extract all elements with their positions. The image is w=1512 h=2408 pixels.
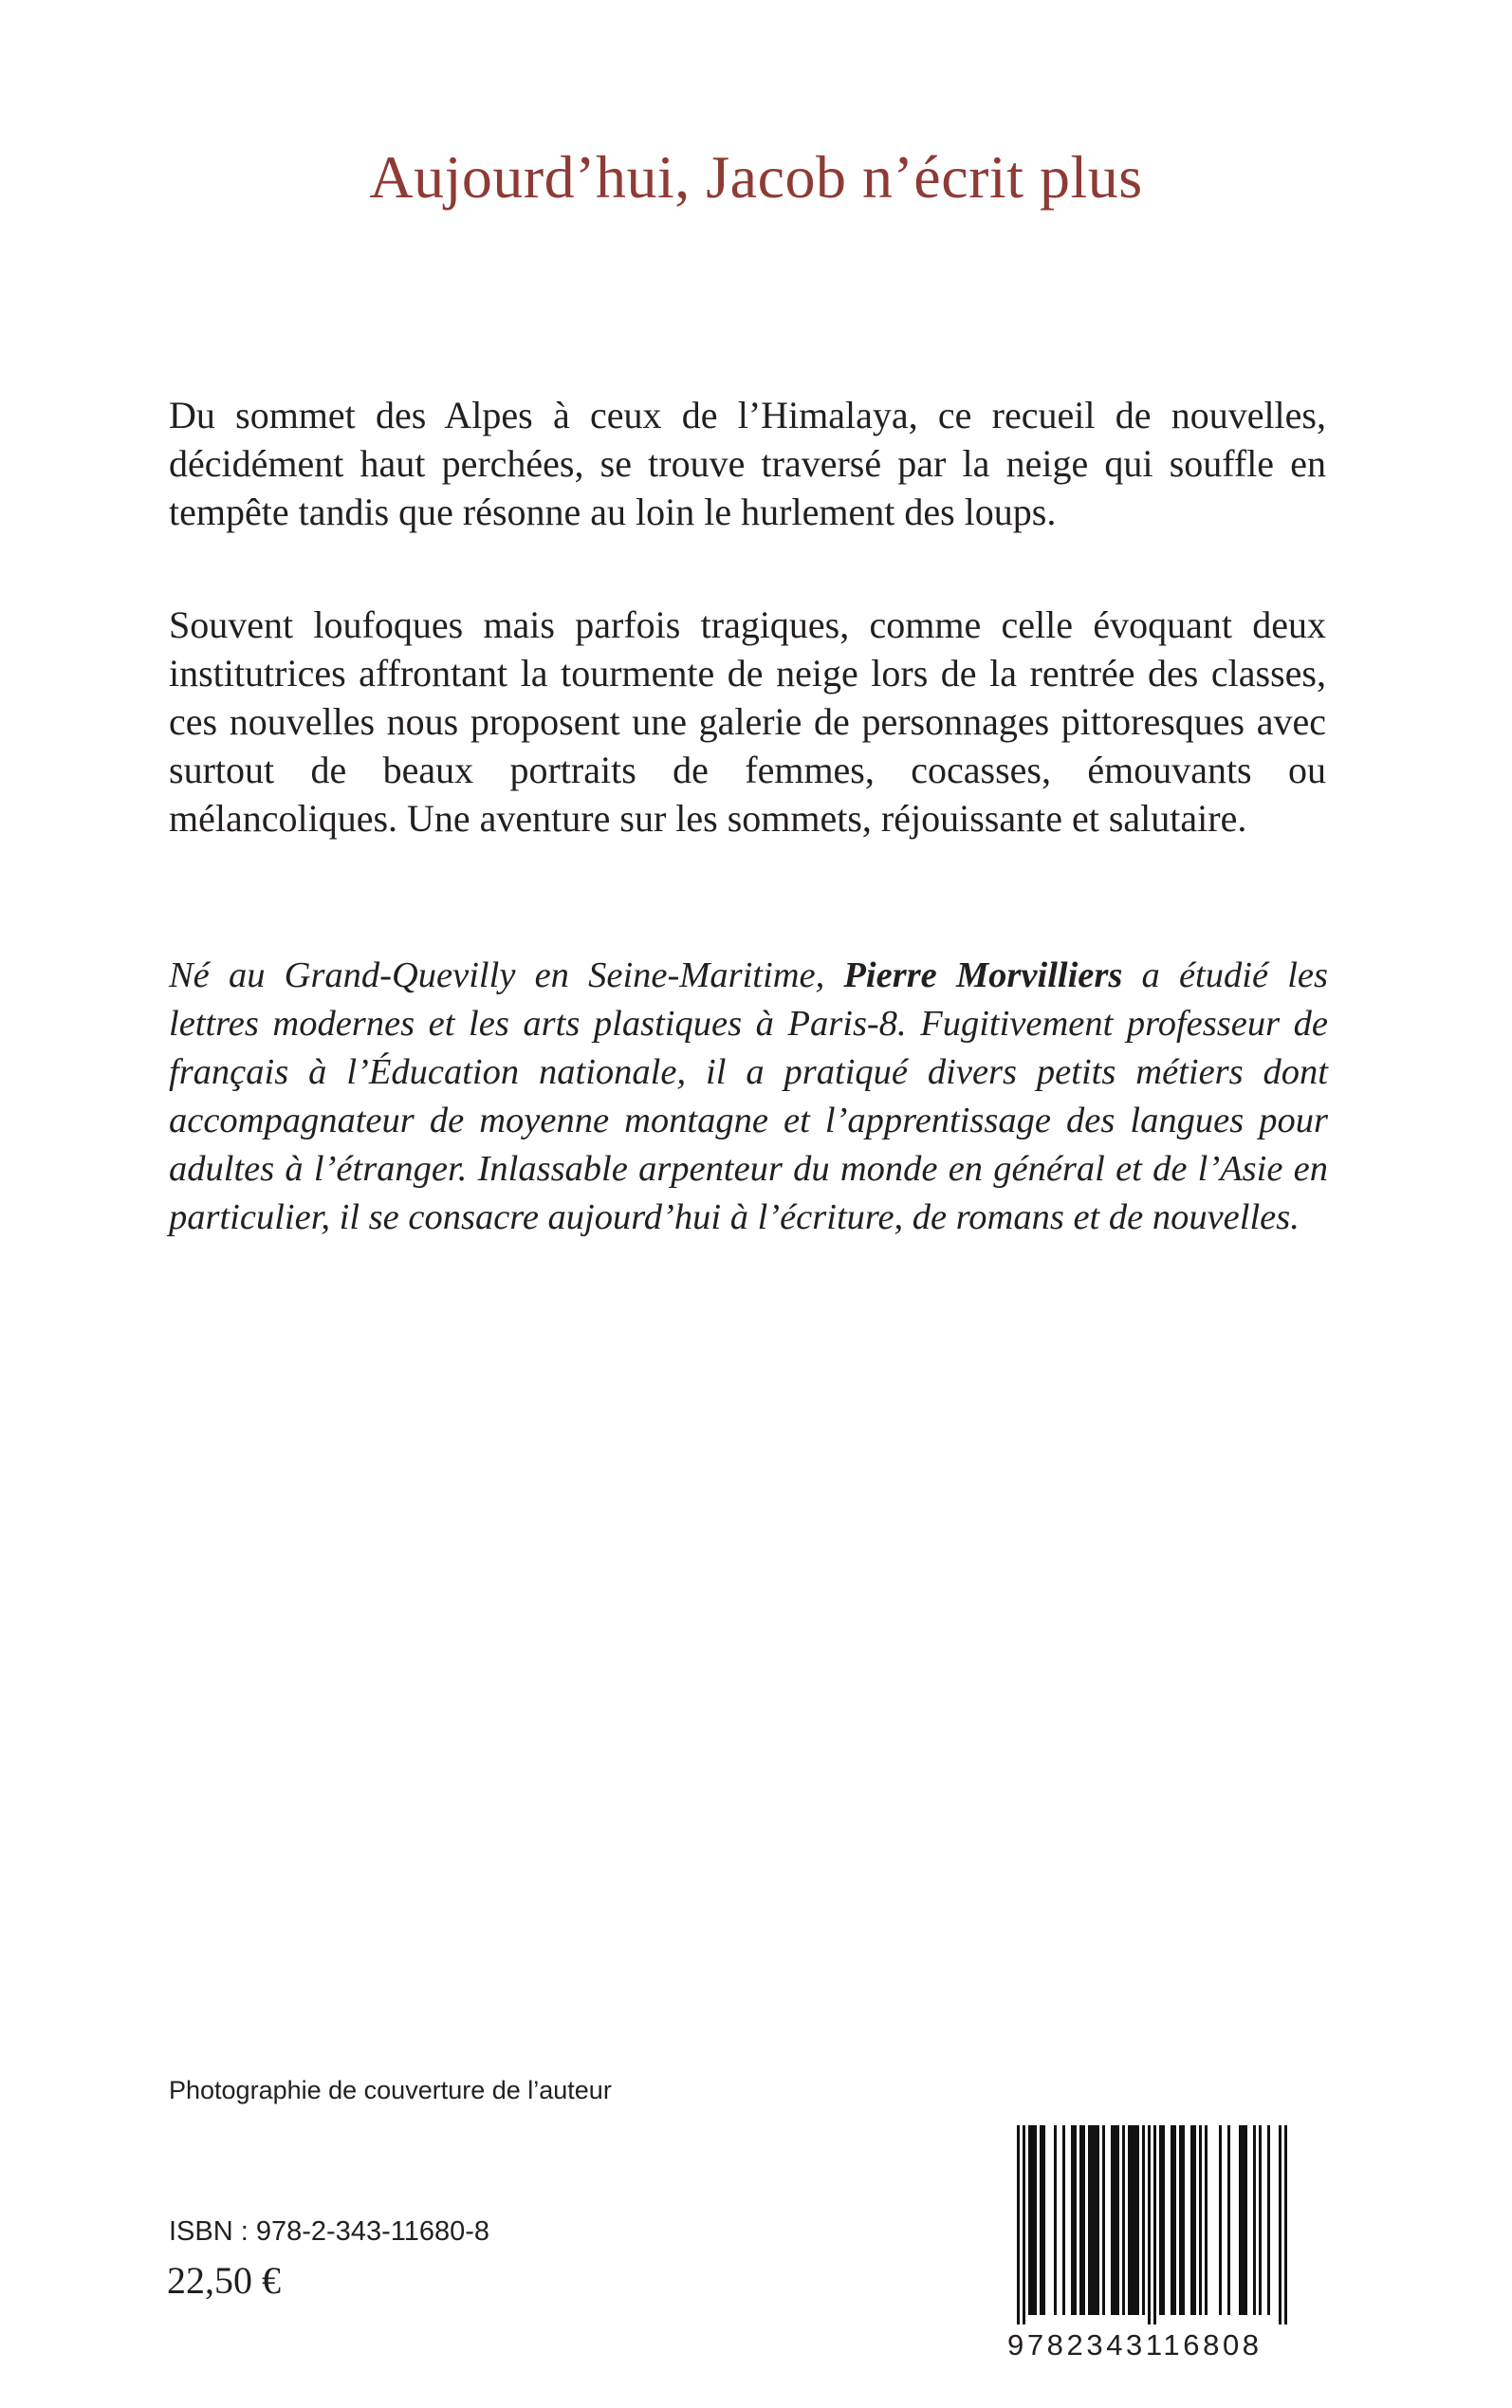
barcode-bar: [1279, 2125, 1282, 2325]
barcode-bar: [1116, 2125, 1119, 2315]
barcode-bar: [1034, 2125, 1037, 2315]
barcode-number: 9782343116808: [1007, 2328, 1263, 2362]
barcode-bar: [1042, 2125, 1045, 2315]
barcode-bar: [1148, 2125, 1151, 2325]
barcode-bar: [1190, 2125, 1193, 2315]
barcode-bar: [1088, 2125, 1091, 2315]
barcode: [998, 2125, 1325, 2358]
barcode-bar: [1094, 2125, 1097, 2315]
barcode-bar: [1159, 2125, 1162, 2315]
barcode-bar: [1128, 2125, 1131, 2315]
barcode-bar: [1111, 2125, 1114, 2315]
barcode-bar: [1259, 2125, 1262, 2315]
barcode-bar: [1102, 2125, 1105, 2315]
barcode-bar: [1239, 2125, 1242, 2315]
barcode-bar: [1173, 2125, 1176, 2315]
author-name: Pierre Morvilliers: [843, 955, 1123, 995]
barcode-bar: [1091, 2125, 1094, 2315]
barcode-bar: [1267, 2125, 1270, 2315]
barcode-bar: [1079, 2125, 1082, 2315]
barcode-bar: [1242, 2125, 1245, 2315]
barcode-bar: [1205, 2125, 1208, 2315]
barcode-bar: [1062, 2125, 1065, 2315]
book-title: Aujourd’hui, Jacob n’écrit plus: [369, 143, 1143, 211]
barcode-bar: [1227, 2125, 1230, 2315]
price: 22,50 €: [167, 2259, 281, 2302]
barcode-bar: [1023, 2125, 1025, 2325]
barcode-bar: [1193, 2125, 1196, 2315]
bio-rest: a étudié les lettres modernes et les arts plastiques à Paris-8. Fugitivement professeur de français à l’Éducation nationale, il a pratiqué divers petits métiers dont accompagnateur de moyenne montagne et l’apprentissage des langues pour adultes à l’étranger. Inlassable arpenteur du monde en général et de l’Asie en particulier, il se consacre aujourd’hui à l’écriture, de romans et de nouvelles.: [169, 955, 1328, 1237]
barcode-bar: [1136, 2125, 1139, 2315]
cover-photo-credit: Photographie de couverture de l’auteur: [169, 2076, 612, 2104]
barcode-bar: [1134, 2125, 1136, 2315]
barcode-bar: [1142, 2125, 1145, 2315]
barcode-bar: [1153, 2125, 1156, 2325]
barcode-bar: [1054, 2125, 1057, 2315]
barcode-bar: [1284, 2125, 1287, 2325]
barcode-bar: [1179, 2125, 1182, 2315]
barcode-bar: [1082, 2125, 1085, 2315]
barcode-bar: [1114, 2125, 1116, 2315]
barcode-bars: [998, 2125, 1325, 2325]
isbn: ISBN : 978-2-343-11680-8: [169, 2216, 490, 2247]
barcode-bar: [1182, 2125, 1185, 2315]
summary-paragraph-1: Du sommet des Alpes à ceux de l’Himalaya, ce recueil de nouvelles, décidément haut perchées, se trouve traversé par la neige qui souffle en tempête tandis que résonne au loin le hurlement des loups.: [169, 394, 1326, 533]
barcode-bar: [1253, 2125, 1256, 2315]
barcode-bar: [1028, 2125, 1031, 2315]
barcode-bar: [1031, 2125, 1034, 2315]
barcode-bar: [1199, 2125, 1202, 2315]
barcode-bar: [1219, 2125, 1222, 2315]
summary-paragraph-2: Souvent loufoques mais parfois tragiques, comme celle évoquant deux institutrices affrontant la tourmente de neige lors de la rentrée des classes, ces nouvelles nous proposent une galerie de personnages pittoresques avec surtout de beaux portraits de femmes, cocasses, émouvants ou mélancoliques. Une aventure sur les sommets, réjouissante et salutaire.: [169, 603, 1326, 840]
barcode-bar: [1071, 2125, 1074, 2315]
barcode-bar: [1171, 2125, 1173, 2315]
barcode-bar: [1245, 2125, 1247, 2315]
bio-intro: Né au Grand-Quevilly en Seine-Maritime,: [169, 955, 825, 995]
barcode-bar: [1074, 2125, 1077, 2315]
barcode-bar: [1122, 2125, 1125, 2315]
barcode-bar: [1162, 2125, 1165, 2315]
barcode-bar: [1040, 2125, 1042, 2315]
barcode-bar: [1097, 2125, 1099, 2315]
barcode-bar: [1131, 2125, 1134, 2315]
barcode-bar: [1017, 2125, 1020, 2325]
author-bio: [169, 952, 1328, 1242]
